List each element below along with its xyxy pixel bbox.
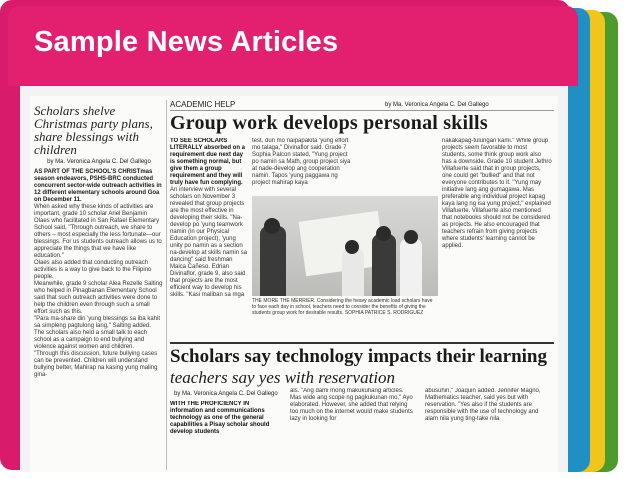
- second-article-col3: abusuhin," Joaquin added. Jennifer Magno, Mathematics teacher, said yes but with reservation. "Yes also if the students are responsible with the use of technology and alam nila yung ting-take nila: [425, 388, 541, 422]
- second-article-col2: als. "Ang dami mong makukuhang articles. Mas wide ang scope ng pagkukunan mo," Ayo elaborated. However, she added that relying too much on the internet would make students lazy in looking for: [290, 388, 413, 422]
- main-article-headline: Group work develops personal skills: [170, 112, 488, 134]
- main-article-col1-body: An interview with several scholars on November 3 revealed that group projects are the most effective in developing their skills. "Na-develop po 'yung teamwork namin (in our Physical Education project), 'yung unity po namin as a section na-develop at skills namin sa dancing" said freshman Maica Cañeso. Edrian Divinaflor, grade 9, also said that projects are the most efficient way to develop his skills. "Kasi maliban sa mga: [170, 187, 248, 298]
- student-figure: [372, 234, 396, 296]
- column-divider: [166, 100, 167, 470]
- student-head: [264, 218, 280, 234]
- paragraph: Olaes also added that conducting outreach activities is a way to give back to the Filipino people.: [34, 260, 152, 280]
- group-work-photo: [252, 196, 438, 296]
- main-article-col3: nakakapag-tulungan kami." While group projects seem favorable to most students, some think group work also has a downside. Grade 10 student Jethro Villafuerte said that in group projects, one could get "bullied" and that not everyone contributes to it. "Yung may initiative lang ang gumagawa. Mas preferable ang individual project kapag kaya lang ng isa yung project," explained Villafuerte. Villafuerte also mentioned that notebooks should not be considered as projects. He also encouraged that teachers refrain from giving projects where students' learning cannot be applied.: [442, 138, 552, 249]
- paragraph: The scholars also held a small talk to each school as a campaign to end bullying and violence against women and children.: [34, 330, 148, 350]
- student-head: [376, 226, 391, 241]
- main-article-byline: by Ma. Veronica Angela C. Del Gallego: [385, 102, 489, 108]
- article-separator: [170, 342, 554, 344]
- newspaper-clipping: [30, 96, 558, 472]
- left-article-lede: AS PART OF THE SCHOOL'S CHRISTmas season endeavors, PSHS-BRC conducted concurrent sector-wide outreach activities in 12 different elementary schools around Goa on December 11.: [34, 169, 162, 203]
- photo-caption: THE MORE THE MERRIER. Considering the heavy academic load scholars have to face each day in school, teachers need to consider the benefits of giving the students group work for desirable results. SOPHIA PATRICE S. RODRIGUEZ: [252, 298, 433, 316]
- second-article-headline: Scholars say technology impacts their learning: [170, 346, 548, 367]
- student-head: [345, 240, 359, 254]
- left-article-byline: by Ma. Veronica Angela C. Del Gallego: [47, 159, 151, 165]
- main-article-col2: test, dun mo naipapakita 'yung effort mo talaga," Divinaflor said. Grade 7 Sophia Palcon stated, "Yung project po namin sa Math, group project siya at nade-develop ang cooperation namin. Tapos 'yung paggawa ng project mahirap kaya: [252, 138, 351, 186]
- section-label: ACADEMIC HELP: [170, 100, 236, 109]
- student-figure: [342, 248, 364, 296]
- paragraph: "Para ma-share din 'yung blessings sa iba kahit sa simpleng pagtulong lang," Salting added.: [34, 316, 161, 329]
- left-article-body: [34, 204, 164, 379]
- paragraph: Meanwhile, grade 9 scholar Alea Rezelle Salting who helped in Pinagbanan Elementary School said that such outreach activities were done to help the children even through such a small effort such as this.: [34, 281, 163, 315]
- left-article-headline: Scholars shelve Christmas party plans, share blessings with children: [34, 103, 153, 157]
- student-figure: [260, 226, 286, 296]
- student-figure: [400, 238, 422, 296]
- paragraph: When asked why these kinds of activities are important, grade 10 scholar Ariel Benjamin Olaes who facilitated in San Rafael Elementary School said, "Through outreach, we share to others – most especially the less fortunate—our blessings. For us students outreach allows us to appreciate the things that we have like education.": [34, 204, 162, 259]
- main-article-lede: TO SEE SCHOLARS LITERALLY absorbed on a requirement due next day is something normal, but give them a group requirement and they will truly have fun complying.: [170, 138, 246, 186]
- paragraph: "Through this discussion, future bullying cases can be prevented. Children will understand bullying better, Mahirap na kasing yung maling gina-: [34, 351, 158, 378]
- student-head: [404, 230, 418, 244]
- second-article-byline: by Ma. Veronica Angela C. Del Gallego: [174, 391, 278, 397]
- slide-title: Sample News Articles: [34, 26, 339, 58]
- second-article-deck: teachers say yes with reservation: [170, 368, 396, 387]
- left-article: [34, 104, 164, 379]
- second-article-col1: WITH THE PROFICIENCY IN information and communications technology as one of the general capabilities a Pisay scholar should develop students: [170, 401, 270, 435]
- main-article-col1: [170, 138, 248, 343]
- section-rule: [170, 110, 554, 111]
